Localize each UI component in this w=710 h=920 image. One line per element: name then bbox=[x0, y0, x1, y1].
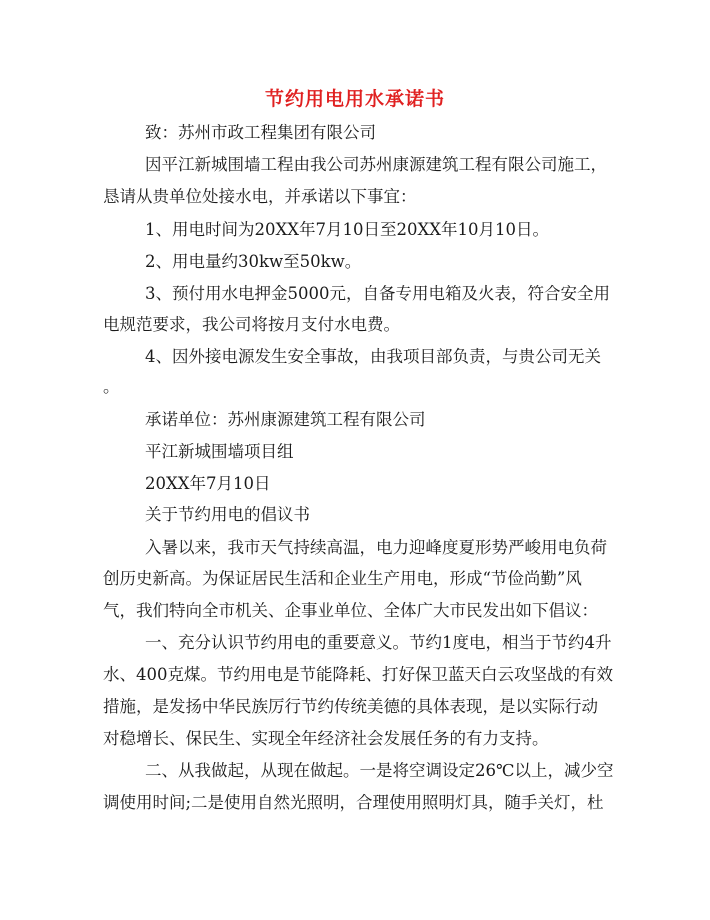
body-line: 一、充分认识节约用电的重要意义。节约1度电，相当于节约4升 bbox=[145, 633, 612, 652]
body-line: 措施，是发扬中华民族厉行节约传统美德的具体表现，是以实际行动 bbox=[103, 697, 598, 716]
body-line: 恳请从贵单位处接水电，并承诺以下事宜： bbox=[103, 187, 417, 206]
body-line: 二、从我做起，从现在做起。一是将空调设定26℃以上，减少空 bbox=[145, 761, 614, 780]
date-line: 20XX年7月10日 bbox=[145, 474, 271, 493]
body-line: 。 bbox=[103, 377, 120, 396]
body-line: 因平江新城围墙工程由我公司苏州康源建筑工程有限公司施工， bbox=[145, 155, 607, 174]
body-line: 气，我们特向全市机关、企事业单位、全体广大市民发出如下倡议： bbox=[103, 601, 598, 620]
signature-line: 承诺单位：苏州康源建筑工程有限公司 bbox=[145, 410, 426, 429]
list-item: 3、预付用水电押金5000元，自备专用电箱及火表，符合安全用 bbox=[145, 284, 610, 303]
body-line: 入暑以来，我市天气持续高温，电力迎峰度夏形势严峻用电负荷 bbox=[145, 538, 607, 557]
document-title: 节约用电用水承诺书 bbox=[264, 88, 445, 110]
list-item: 1、用电时间为20XX年7月10日至20XX年10月10日。 bbox=[145, 220, 549, 239]
list-item: 4、因外接电源发生安全事故，由我项目部负责，与贵公司无关 bbox=[145, 347, 601, 366]
signature-line: 平江新城围墙项目组 bbox=[145, 442, 294, 461]
body-line: 电规范要求，我公司将按月支付水电费。 bbox=[103, 315, 400, 334]
body-line: 创历史新高。为保证居民生活和企业生产用电，形成“节俭尚勤”风 bbox=[103, 569, 582, 588]
list-item: 2、用电量约30kw至50kw。 bbox=[145, 252, 362, 271]
body-line: 对稳增长、保民生、实现全年经济社会发展任务的有力支持。 bbox=[103, 729, 549, 748]
body-line: 调使用时间;二是使用自然光照明，合理使用照明灯具，随手关灯，杜 bbox=[103, 793, 604, 812]
body-line: 水、400克煤。节约用电是节能降耗、打好保卫蓝天白云攻坚战的有效 bbox=[103, 665, 613, 684]
addressee-line: 致：苏州市政工程集团有限公司 bbox=[145, 123, 376, 142]
section-heading: 关于节约用电的倡议书 bbox=[145, 505, 310, 524]
